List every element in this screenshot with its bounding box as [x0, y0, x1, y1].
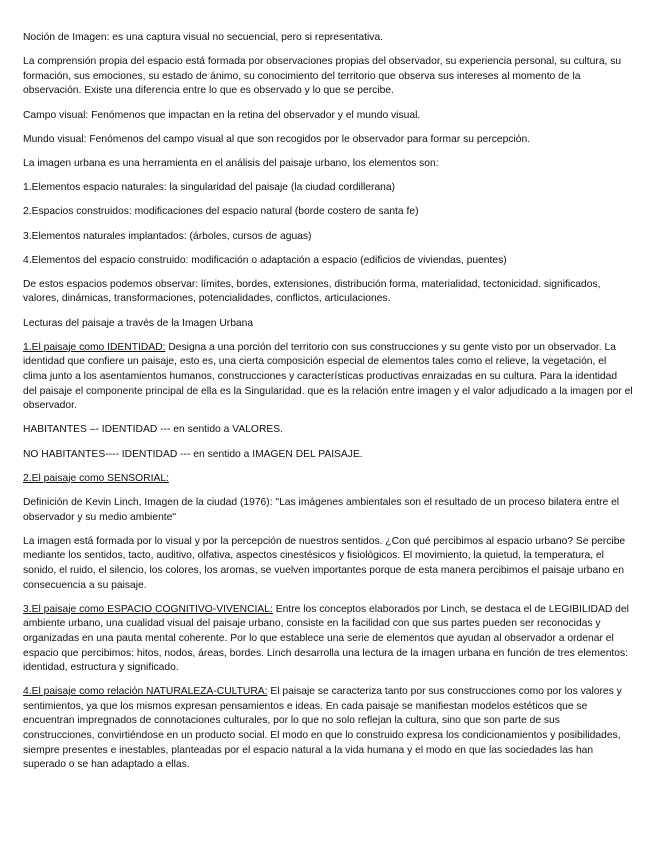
paragraph-noción-de-imagen: Noción de Imagen: es una captura visual no secuencial, pero si representativa. — [23, 32, 384, 43]
paragraph-paisaje-sensorial — [23, 472, 633, 487]
paragraph-paisaje-cognitivo — [23, 603, 633, 676]
list-item-espacios-construidos: 2.Espacios construidos: modificaciones del espacio natural (borde costero de santa fe) — [23, 206, 419, 218]
section-title-lecturas: Lecturas del paisaje a través de la Imagen Urbana — [23, 317, 254, 329]
paragraph-paisaje-identidad — [23, 341, 633, 414]
paragraph-paisaje-naturaleza-cultura — [23, 685, 633, 773]
body-paisaje-cognitivo: Entre los conceptos elaborados por Linch, se destaca el de LEGIBILIDAD del ambiente urbano, una cualidad visual del paisaje urbano, consiste en la facilidad con que sus partes pueden ser reconocidas y organizadas en una pauta mental coherente. Por lo que establece una serie de elementos que ayudan al observador a ordenar el espacio que percibimos: hitos, nodos, áreas, bordes. Linch desarrolla una lectura de la imagen urbana en función de tres elementos: identidad, estructura y significado. — [23, 603, 629, 674]
paragraph-comprension-del-espacio: La comprensión propia del espacio está formada por observaciones propias del observador, su experiencia personal, su cultura, su formación, sus emociones, su estado de ánimo, su conocimiento del territorio que observa sus intereses al momento de la observación. Existe una diferencia entre lo que es observado y lo que se percibe. — [23, 56, 622, 97]
paragraph-imagen-formada: La imagen está formada por lo visual y por la percepción de nuestros sentidos. ¿Con qué percibimos al espacio urbano? Se percibe mediante los sentidos, tacto, auditivo, olfativa, aspectos cinestésicos y fisiológicos. El movimiento, la quietud, la temperatura, el sonido, el ruido, el silencio, los colores, los aromas, se vuelven importantes porque de esta manera percibimos el paisaje urbano en consecuencia a su paisaje. — [23, 535, 626, 591]
paragraph-habitantes: HABITANTES –- IDENTIDAD --- en sentido a VALORES. — [23, 424, 283, 436]
body-paisaje-naturaleza-cultura: El paisaje se caracteriza tanto por sus construcciones como por los valores y sentimientos, ya que los mismos expresan pensamientos e ideas. En cada paisaje se manifiestan modelos estéticos que se encuentran impregnados de connotaciones culturales, por lo que no solo reflejan la cultura, sino que son parte de sus construcciones, convirtiéndose en un producto social. El modo en que lo construido expresa los condicionamientos y posibilidades, siempre presentes e inestables, planteadas por el espacio natural a la vida humana y el modo en que las sociedades las han superado o se han adaptado a ellas. — [23, 686, 622, 771]
list-item-elementos-naturales-implantados: 3.Elementos naturales implantados: (árboles, cursos de aguas) — [23, 230, 312, 242]
paragraph-imagen-urbana: La imagen urbana es una herramienta en el análisis del paisaje urbano, los elementos son: — [23, 157, 439, 169]
paragraph-mundo-visual: Mundo visual: Fenómenos del campo visual al que son recogidos por le observador para formar su percepción. — [23, 133, 531, 145]
heading-paisaje-cognitivo: 3.El paisaje como ESPACIO COGNITIVO-VIVENCIAL: — [23, 603, 273, 615]
heading-paisaje-naturaleza-cultura: 4.El paisaje como relación NATURALEZA-CULTURA: — [23, 686, 268, 698]
heading-paisaje-sensorial: 2.El paisaje como SENSORIAL: — [23, 472, 169, 484]
paragraph-no-habitantes: NO HABITANTES---- IDENTIDAD --- en sentido a IMAGEN DEL PAISAJE. — [23, 448, 363, 460]
list-item-elementos-espacio-naturales: 1.Elementos espacio naturales: la singularidad del paisaje (la ciudad cordillerana) — [23, 182, 396, 194]
paragraph-campo-visual: Campo visual: Fenómenos que impactan en la retina del observador y el mundo visual. — [23, 109, 421, 121]
list-item-elementos-espacio-construido: 4.Elementos del espacio construido: modificación o adaptación a espacio (edificios de viviendas, puentes) — [23, 254, 507, 266]
paragraph-espacios-observar: De estos espacios podemos observar: límites, bordes, extensiones, distribución forma, materialidad, tectonicidad. significados, valores, dinámicas, transformaciones, potencialidades, conflictos, articulaciones. — [23, 278, 601, 305]
paragraph-definicion-linch: Definición de Kevin Linch, Imagen de la ciudad (1976): "Las imágenes ambientales son el resultado de un proceso bilatera entre el observador y su medio ambiente" — [23, 496, 620, 523]
heading-paisaje-identidad: 1.El paisaje como IDENTIDAD: — [23, 341, 166, 353]
body-paisaje-identidad: Designa a una porción del territorio con sus construcciones y su gente visto por un observador. La identidad que confiere un paisaje, esto es, una cierta composición especial de elementos tales como el relieve, la vegetación, el clima junto a los asentamientos humanos, construcciones y características productivas enraizadas en su cultura. Para la identidad del paisaje el componente principal de ella es la Singularidad. que es la relación entre imagen y el valor adjudicado a la imagen por el observador. — [23, 341, 633, 412]
